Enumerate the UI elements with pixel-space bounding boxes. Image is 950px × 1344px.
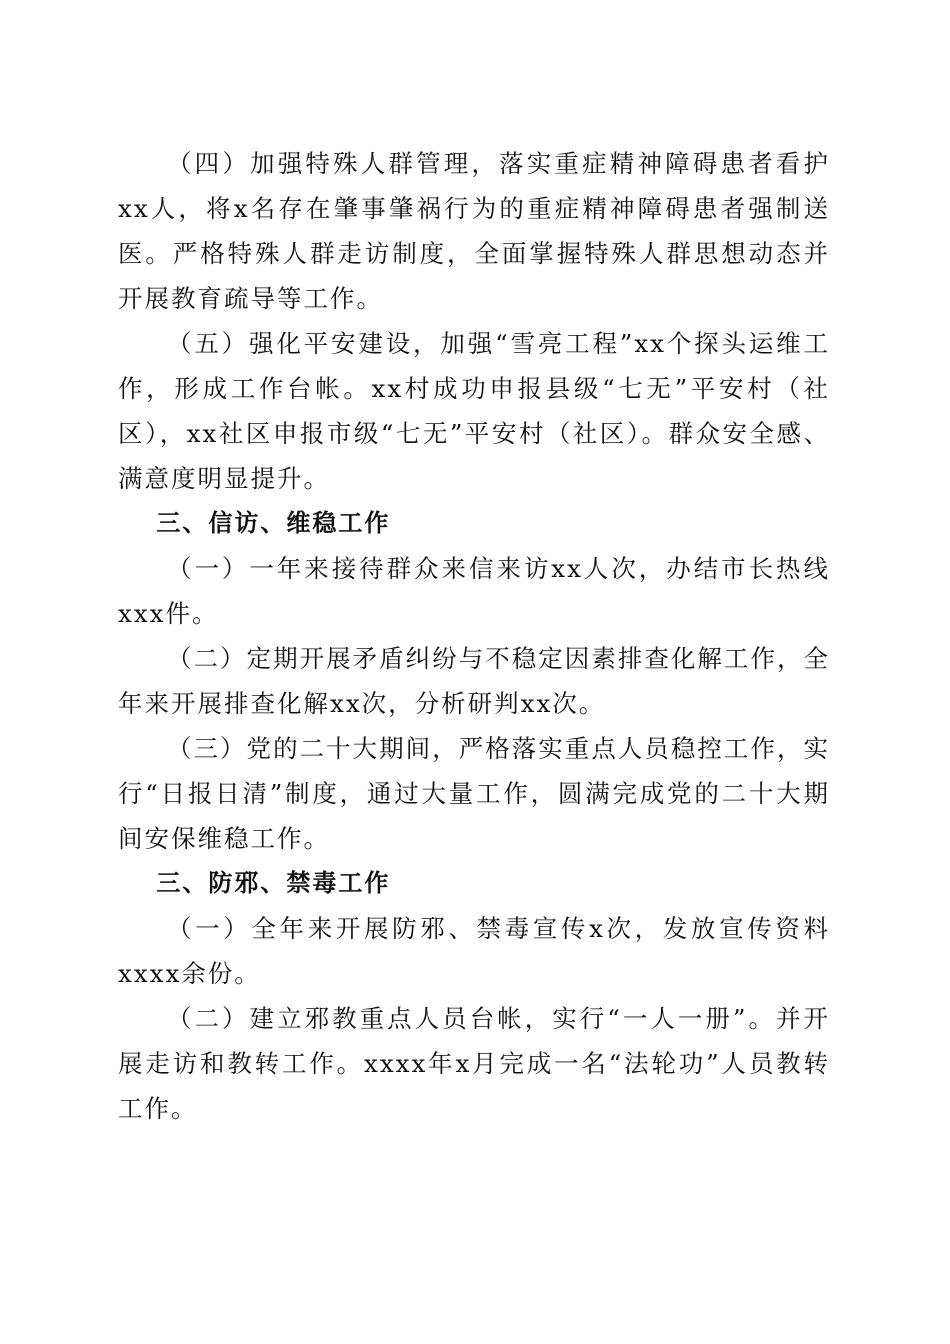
- paragraph-dispute-resolution: （二）定期开展矛盾纠纷与不稳定因素排查化解工作，全年来开展排查化解xx次，分析研判xx次。: [118, 644, 830, 718]
- paragraph-petition-reception: （一）一年来接待群众来信来访xx人次，办结市长热线xxx件。: [118, 554, 830, 628]
- paragraph-cult-ledger: （二）建立邪教重点人员台帐，实行“一人一册”。并开展走访和教转工作。xxxx年x月完成一名“法轮功”人员教转工作。: [118, 1004, 830, 1123]
- paragraph-publicity: （一）全年来开展防邪、禁毒宣传x次，发放宣传资料xxxx余份。: [118, 914, 830, 988]
- paragraph-safety-construction: （五）强化平安建设，加强“雪亮工程”xx个探头运维工作，形成工作台帐。xx村成功申报县级“七无”平安村（社区），xx社区申报市级“七无”平安村（社区）。群众安全感、满意度明显提升。: [118, 329, 830, 493]
- paragraph-special-groups: （四）加强特殊人群管理，落实重症精神障碍患者看护xx人，将x名存在肇事肇祸行为的重症精神障碍患者强制送医。严格特殊人群走访制度，全面掌握特殊人群思想动态并开展教育疏导等工作。: [118, 149, 830, 313]
- section-heading-petitions: 三、信访、维稳工作: [156, 509, 391, 537]
- section-heading-anti-cult-drugs: 三、防邪、禁毒工作: [156, 869, 391, 897]
- paragraph-congress-security: （三）党的二十大期间，严格落实重点人员稳控工作，实行“日报日清”制度，通过大量工作，圆满完成党的二十大期间安保维稳工作。: [118, 734, 830, 853]
- document-body: [118, 141, 830, 1131]
